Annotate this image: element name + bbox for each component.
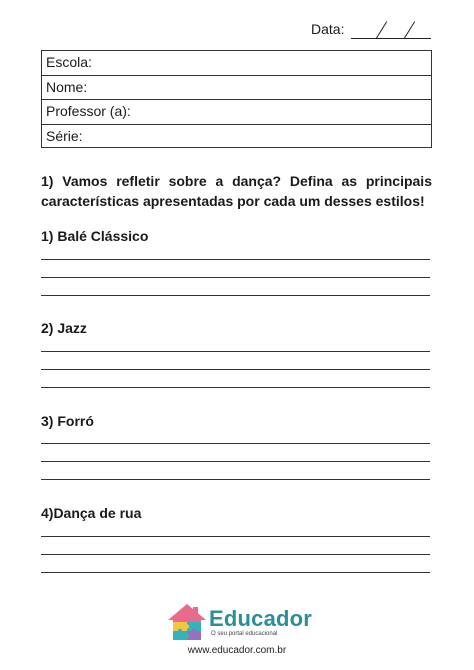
brand-name: Educador xyxy=(209,606,313,631)
answer-line[interactable] xyxy=(41,295,430,296)
teacher-label: Professor (a): xyxy=(46,103,131,119)
educador-logo xyxy=(0,603,474,643)
grade-field[interactable] xyxy=(42,125,431,150)
section-jazz xyxy=(41,318,430,338)
website-url: www.educador.com.br xyxy=(187,645,287,656)
section-title: 2) Jazz xyxy=(41,320,87,336)
name-field[interactable] xyxy=(42,76,431,101)
section-street-dance xyxy=(41,503,430,523)
section-forro xyxy=(41,411,430,431)
teacher-field[interactable] xyxy=(42,100,431,125)
section-ballet xyxy=(41,226,430,246)
answer-line[interactable] xyxy=(41,443,430,444)
date-separator xyxy=(404,21,415,38)
house-puzzle-icon xyxy=(167,603,207,641)
answer-line[interactable] xyxy=(41,572,430,573)
answer-line[interactable] xyxy=(41,259,430,260)
question-text: 1) Vamos refletir sobre a dança? Defina as principais características apresentadas por cada um desses estilos! xyxy=(41,173,432,209)
answer-line[interactable] xyxy=(41,387,430,388)
section-title: 1) Balé Clássico xyxy=(41,228,149,244)
section-title: 3) Forró xyxy=(41,413,94,429)
answer-line[interactable] xyxy=(41,554,430,555)
name-label: Nome: xyxy=(46,78,88,95)
answer-line[interactable] xyxy=(41,536,430,537)
answer-line[interactable] xyxy=(41,479,430,480)
grade-label: Série: xyxy=(46,127,83,144)
answer-line[interactable] xyxy=(41,277,430,278)
date-separator xyxy=(376,21,387,38)
date-label: Data: xyxy=(311,21,345,37)
date-input-line[interactable] xyxy=(351,38,431,39)
school-field[interactable] xyxy=(42,51,431,76)
student-info-box xyxy=(41,50,432,148)
answer-line[interactable] xyxy=(41,369,430,370)
answer-line[interactable] xyxy=(41,351,430,352)
school-label: Escola: xyxy=(46,54,92,70)
section-title: 4)Dança de rua xyxy=(41,505,142,521)
answer-line[interactable] xyxy=(41,461,430,462)
brand-tagline: O seu portal educacional xyxy=(211,631,278,637)
date-field xyxy=(0,21,474,41)
